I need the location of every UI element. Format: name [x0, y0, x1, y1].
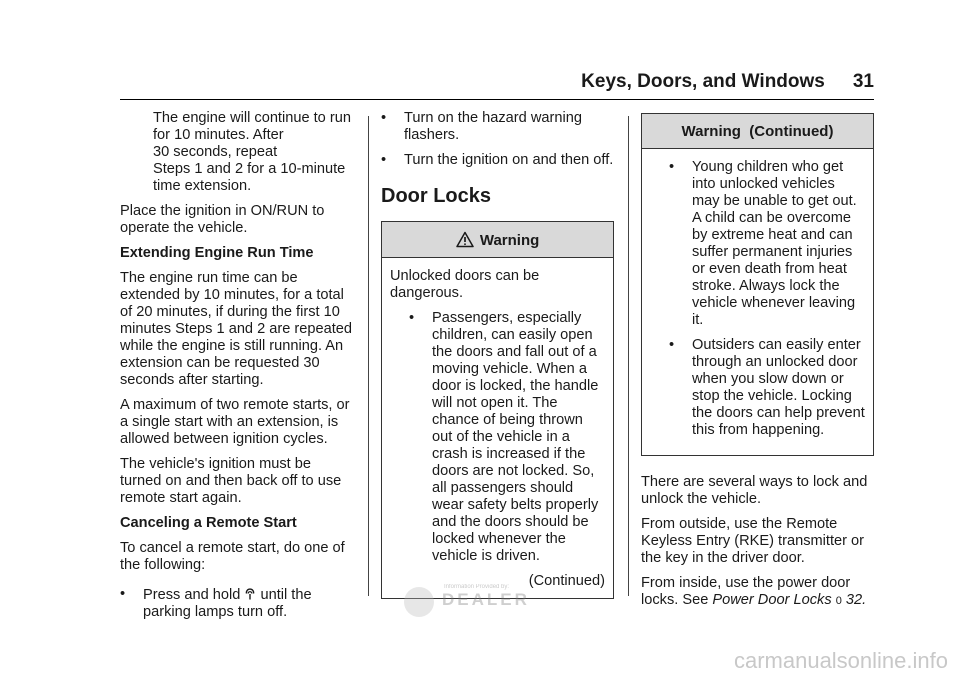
list-item: • Press and hold until the parking lamps turn off.: [120, 586, 312, 620]
list-item: • Passengers, especially children, can easily open the doors and fall out of a moving vehicle. When a door is locked, the handle will not open it. The chance of being thrown out of the vehicle in a crash is increased if the doors are not locked. So, all passengers should wear safety belts properly and the doors should be locked whenever the vehicle is driven.: [409, 310, 599, 564]
page-header: [0, 70, 874, 94]
page-ref-number[interactable]: 32.: [845, 592, 867, 608]
column-divider-2: [628, 116, 629, 596]
warning-box-continued: [641, 113, 874, 456]
run-time-paragraph: The engine will continue to run for 10 minutes. After 30 seconds, repeat Steps 1 and 2 for a 10-minute time extension.: [153, 110, 351, 194]
ignition-paragraph: Place the ignition in ON/RUN to operate the vehicle.: [120, 203, 325, 236]
column-2: [381, 110, 614, 599]
page-ref-arrow: 0: [835, 595, 842, 607]
column-divider-1: [368, 116, 369, 596]
list-item: • Young children who get into unlocked vehicles may be unable to get out. A child can be overcome by extreme heat and can suffer permanent injuries or even death from heat stroke. Always lock the vehicle whenever leaving it.: [669, 159, 857, 328]
header-rule: [120, 99, 874, 100]
header-title: Keys, Doors, and Windows: [581, 71, 825, 92]
power-door-locks-link[interactable]: Power Door Locks: [712, 592, 832, 608]
warning-continued-title: Warning (Continued): [642, 114, 873, 149]
lock-ways-paragraph: There are several ways to lock and unlock the vehicle.: [641, 474, 868, 507]
list-item: • Turn the ignition on and then off.: [381, 152, 614, 168]
warning-icon: [456, 231, 474, 248]
warning-box: [381, 221, 614, 599]
section-title: Door Locks: [381, 185, 492, 207]
column-1: [120, 110, 356, 629]
max-starts-paragraph: A maximum of two remote starts, or a single start with an extension, is allowed between ignition cycles.: [120, 397, 350, 447]
continued-label: (Continued): [528, 573, 605, 589]
list-item: • Outsiders can easily enter through an unlocked door when you slow down or stop the vehicle. Locking the doors can help prevent this from happening.: [669, 337, 865, 438]
ignition-cycle-paragraph: The vehicle's ignition must be turned on and then back off to use remote start again.: [120, 456, 342, 506]
remote-start-icon: [245, 586, 255, 600]
cancel-paragraph: To cancel a remote start, do one of the following:: [120, 540, 345, 573]
extending-paragraph: The engine run time can be extended by 10 minutes, for a total of 20 minutes, if during the first 10 minutes Steps 1 and 2 are repeated while the engine is still running. An extension can be requested 30 seconds after starting.: [120, 270, 353, 388]
warning-continued-body: [642, 149, 873, 455]
list-item: • Turn on the hazard warning flashers.: [381, 110, 582, 143]
footer-site-watermark: carmanualsonline.info: [733, 648, 948, 673]
canceling-heading: Canceling a Remote Start: [120, 515, 297, 531]
inside-paragraph: From inside, use the power door locks. See Power Door Locks 0 32.: [641, 575, 867, 608]
warning-title: Warning: [382, 222, 613, 258]
extending-heading: Extending Engine Run Time: [120, 245, 314, 261]
outside-paragraph: From outside, use the Remote Keyless Entry (RKE) transmitter or the key in the driver door.: [641, 516, 865, 566]
page-number: 31: [852, 71, 874, 92]
dealer-logo-icon: [404, 587, 434, 617]
column-3: [641, 113, 874, 618]
warning-intro: Unlocked doors can be dangerous.: [390, 268, 540, 301]
dealer-watermark: Information Provided by: DEALER: [404, 583, 549, 619]
warning-body: [382, 258, 613, 598]
